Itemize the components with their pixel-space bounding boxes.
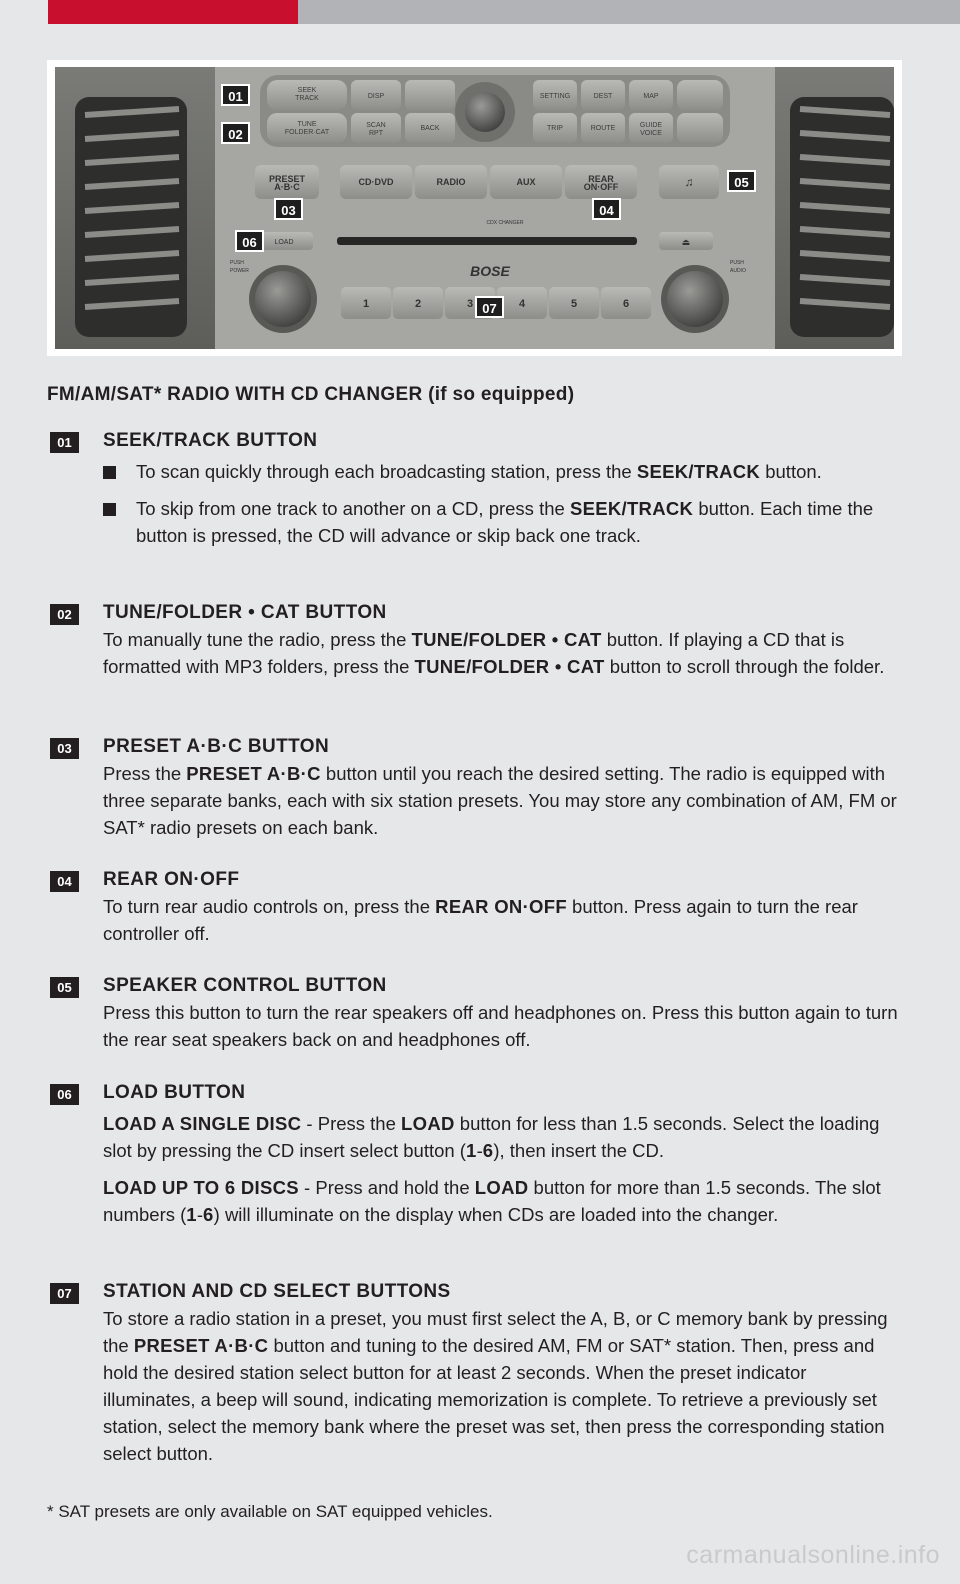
bullet-item: To skip from one track to another on a CD, press the SEEK/TRACK button. Each time the button is pressed, the CD will advance or skip back one track. (103, 495, 903, 549)
label-cd-changer: CDX CHANGER (486, 220, 524, 226)
section-station-select (103, 1279, 903, 1467)
callout-05: 05 (727, 170, 756, 192)
label-aux: AUX (516, 177, 536, 187)
preset-5-label: 5 (570, 298, 578, 310)
header-accent-bar (48, 0, 298, 24)
section-tag-03: 03 (50, 738, 79, 759)
left-air-vent (75, 97, 187, 337)
label-back: BACK (420, 125, 440, 132)
label-rear: REAR ON·OFF (583, 174, 619, 192)
callout-04: 04 (592, 198, 621, 220)
callout-01: 01 (221, 84, 250, 106)
label-radio: RADIO (436, 177, 466, 187)
label-push-power: PUSH POWER (230, 260, 249, 274)
section-title: SPEAKER CONTROL BUTTON (103, 975, 387, 996)
label-trip: TRIP (547, 125, 563, 132)
heading-title: FM/AM/SAT* RADIO WITH CD CHANGER (47, 384, 423, 405)
watermark: carmanualsonline.info (686, 1541, 940, 1569)
label-disp: DISP (367, 93, 385, 100)
preset-4-label: 4 (518, 298, 526, 310)
label-map: MAP (643, 93, 659, 100)
section-title: LOAD BUTTON (103, 1082, 246, 1103)
label-route: ROUTE (590, 125, 616, 132)
headphone-icon: ♫ (684, 175, 694, 189)
section-speaker-control (103, 973, 903, 1053)
label-scan-rpt: SCAN RPT (366, 122, 386, 137)
bullet-square-icon (103, 466, 116, 479)
section-tag-01: 01 (50, 432, 79, 453)
radio-photo-frame (47, 60, 902, 356)
label-setting: SETTING (539, 93, 571, 100)
audio-knob (667, 271, 723, 327)
label-seek-track: SEEK TRACK (295, 87, 319, 102)
section-tag-05: 05 (50, 977, 79, 998)
section-preset (103, 734, 903, 841)
bullet-item: To scan quickly through each broadcasting station, press the SEEK/TRACK button. (103, 458, 903, 485)
bullet-square-icon (103, 503, 116, 516)
callout-07: 07 (475, 296, 504, 318)
footnote: * SAT presets are only available on SAT equipped vehicles. (47, 1502, 493, 1521)
label-preset: PRESET A·B·C (268, 174, 306, 192)
section-body: LOAD UP TO 6 DISCS - Press and hold the LOAD button for more than 1.5 seconds. The slot numbers (1-6) will illuminate on the display when CDs are loaded into the changer. (103, 1177, 881, 1225)
label-dest: DEST (593, 93, 613, 100)
header-bar (298, 0, 960, 24)
section-body: To turn rear audio controls on, press the REAR ON·OFF button. Press again to turn the rear controller off. (103, 896, 858, 944)
eject-icon: ⏏ (681, 237, 691, 247)
section-title: TUNE/FOLDER • CAT BUTTON (103, 602, 387, 623)
section-load (103, 1080, 903, 1228)
section-rear-on-off (103, 867, 903, 947)
preset-6-label: 6 (622, 298, 630, 310)
bose-logo: BOSE (470, 263, 510, 279)
power-knob (255, 271, 311, 327)
right-air-vent (790, 97, 894, 337)
label-cd-dvd: CD·DVD (358, 177, 394, 187)
section-seek-track (103, 428, 903, 549)
section-tag-06: 06 (50, 1084, 79, 1105)
section-tag-02: 02 (50, 604, 79, 625)
section-body: Press the PRESET A·B·C button until you reach the desired setting. The radio is equipped with three separate banks, each with six station presets. You may store any combination of AM, FM or SAT* radio presets on each bank. (103, 763, 897, 838)
label-push-audio: PUSH AUDIO (730, 260, 746, 274)
preset-2-label: 2 (414, 298, 422, 310)
section-title: PRESET A·B·C BUTTON (103, 736, 330, 757)
section-body: Press this button to turn the rear speakers off and headphones on. Press this button again to turn the rear seat speakers back on and headphones off. (103, 1002, 898, 1050)
section-body: To store a radio station in a preset, you must first select the A, B, or C memory bank by pressing the PRESET A·B·C button and tuning to the desired AM, FM or SAT* station. Then, press and hold the desired station select button for at least 2 seconds. When the preset indicator illuminates, a beep will sound, indicating memorization is complete. To retrieve a previously set station, select the memory bank where the preset was set, then press the corresponding station select button. (103, 1308, 888, 1464)
section-tune-folder (103, 600, 903, 680)
label-load: LOAD (274, 239, 294, 246)
callout-02: 02 (221, 122, 250, 144)
callout-03: 03 (274, 198, 303, 220)
callout-06: 06 (235, 230, 264, 252)
section-body: LOAD A SINGLE DISC - Press the LOAD button for less than 1.5 seconds. Select the loading slot by pressing the CD insert select button (1-6), then insert the CD. (103, 1113, 880, 1161)
section-body: To manually tune the radio, press the TUNE/FOLDER • CAT button. If playing a CD that is formatted with MP3 folders, press the TUNE/FOLDER • CAT button to scroll through the folder. (103, 629, 885, 677)
section-title: STATION AND CD SELECT BUTTONS (103, 1281, 451, 1302)
label-guide-voice: GUIDE VOICE (639, 122, 663, 137)
section-tag-04: 04 (50, 871, 79, 892)
preset-3-label: 3 (466, 298, 474, 310)
preset-1-label: 1 (362, 298, 370, 310)
section-title: SEEK/TRACK BUTTON (103, 430, 318, 451)
heading-note: (if so equipped) (428, 384, 575, 405)
label-tune-folder: TUNE FOLDER·CAT (284, 121, 330, 136)
section-tag-07: 07 (50, 1283, 79, 1304)
section-title: REAR ON·OFF (103, 869, 240, 890)
page-heading (47, 384, 574, 406)
